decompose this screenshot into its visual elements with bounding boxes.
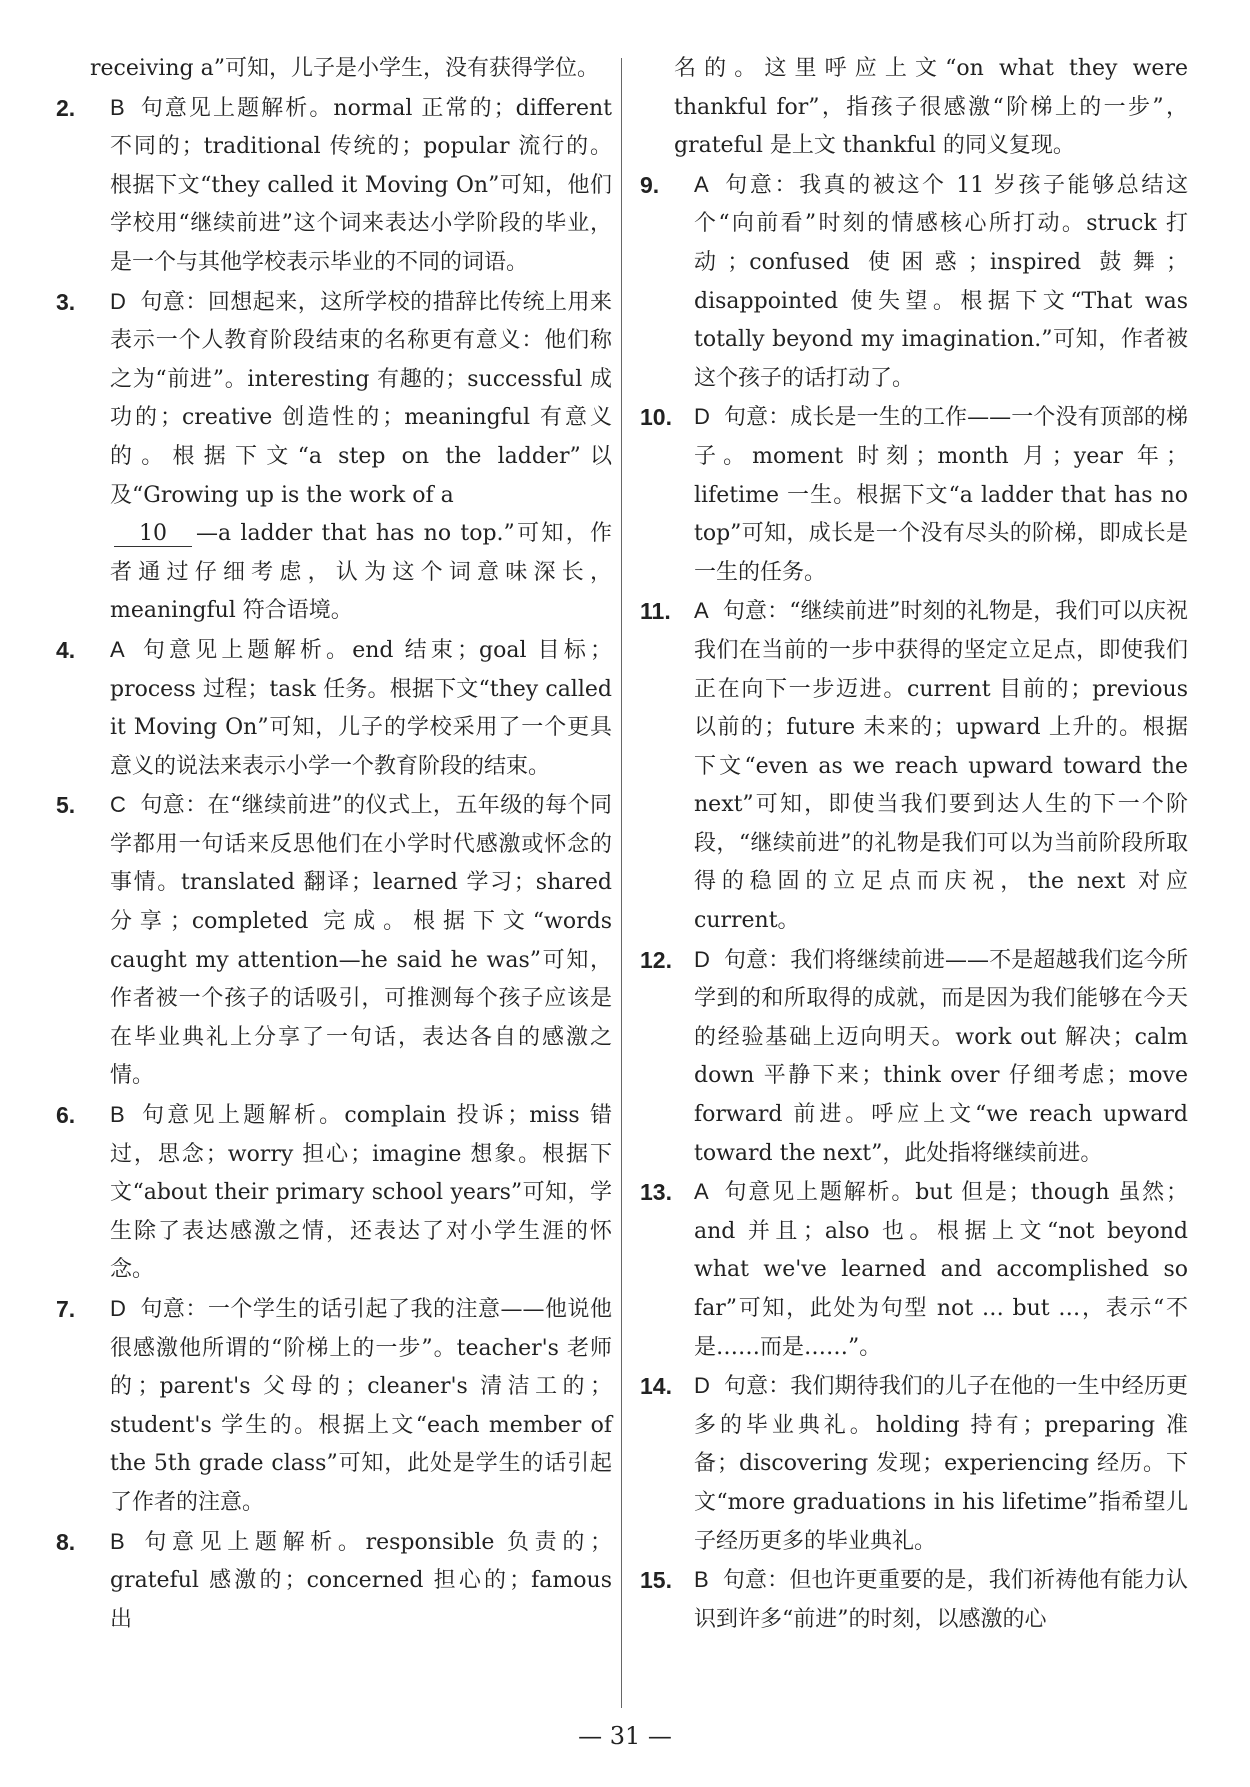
right-column xyxy=(640,50,1188,1639)
explanation: 句意见上题解析。responsible 负责的；grateful 感激的；concerned 担心的；famous 出 xyxy=(110,1529,612,1632)
item-number: 12. xyxy=(640,946,672,973)
answer-item-12 xyxy=(640,941,1188,1174)
explanation: 句意：我们将继续前进——不是超越我们迄今所学到的和所取得的成就，而是因为我们能够在今天的经验基础上迈向明天。work out 解决；calm down 平静下来；think over 仔细考虑；move forward 前进。呼应上文“we reach upward toward the next”，此处指将继续前进。 xyxy=(694,947,1188,1166)
answer-letter: B xyxy=(110,1102,125,1128)
item-number: 8. xyxy=(56,1528,76,1555)
explanation: 句意：在“继续前进”的仪式上，五年级的每个同学都用一句话来反思他们在小学时代感激或怀念的事情。translated 翻译；learned 学习；shared 分享；completed 完成。根据下文“words caught my attention—he said he was”可知，作者被一个孩子的话吸引，可推测每个孩子应该是在毕业典礼上分享了一句话，表达各自的感激之情。 xyxy=(110,793,612,1089)
answer-letter: D xyxy=(110,1296,126,1321)
answer-letter: D xyxy=(694,404,710,430)
item-number: 7. xyxy=(56,1296,76,1322)
answer-letter: B xyxy=(110,94,125,120)
answer-item-13 xyxy=(640,1173,1188,1367)
explanation: 句意：我们期待我们的儿子在他的一生中经历更多的毕业典礼。holding 持有；preparing 准备；discovering 发现；experiencing 经历。下文“more graduations in his lifetime”指希望儿子经历更多的毕业典礼。 xyxy=(694,1374,1188,1554)
item-number: 15. xyxy=(640,1567,672,1594)
explanation: 句意：但也许更重要的是，我们祈祷他有能力认识到许多“前进”的时刻，以感激的心 xyxy=(694,1568,1188,1632)
answer-item-7 xyxy=(56,1290,612,1523)
answer-item-6 xyxy=(56,1096,612,1290)
answer-letter: B xyxy=(694,1567,709,1593)
left-column xyxy=(56,50,612,1639)
item-number: 6. xyxy=(56,1102,76,1129)
answer-letter: B xyxy=(110,1528,125,1554)
answer-item-2 xyxy=(56,89,612,283)
continuation-text: 名的。这里呼应上文“on what they were thankful for”，指孩子很感激“阶梯上的一步”，grateful 是上文 thankful 的同义复现。 xyxy=(674,56,1188,159)
item-number: 10. xyxy=(640,404,672,431)
column-divider xyxy=(621,58,622,1708)
answer-item-14 xyxy=(640,1367,1188,1561)
fill-in-blank: 10 xyxy=(114,522,192,547)
answer-item-4 xyxy=(56,631,612,786)
item-number: 14. xyxy=(640,1373,672,1400)
answer-item-3 xyxy=(56,283,612,631)
answer-letter: A xyxy=(694,1179,709,1205)
answer-item-5 xyxy=(56,786,612,1096)
answer-letter: D xyxy=(694,946,710,972)
answer-item-11 xyxy=(640,592,1188,940)
explanation: 句意见上题解析。normal 正常的；different 不同的；traditional 传统的；popular 流行的。根据下文“they called it Moving On”可知，他们学校用“继续前进”这个词来表达小学阶段的毕业，是一个与其他学校表示毕业的不同的词语。 xyxy=(110,95,612,275)
explanation: 句意：一个学生的话引起了我的注意——他说他很感激他所谓的“阶梯上的一步”。teacher's 老师的；parent's 父母的；cleaner's 清洁工的；student's 学生的。根据上文“each member of the 5th grade class”可知，此处是学生的话引起了作者的注意。 xyxy=(110,1297,612,1515)
answer-item-8 xyxy=(56,1523,612,1640)
item-number: 13. xyxy=(640,1179,672,1206)
answer-letter: C xyxy=(110,792,126,818)
explanation: 句意见上题解析。complain 投诉；miss 错过，思念；worry 担心；imagine 想象。根据下文“about their primary school years”可知，学生除了表达感激之情，还表达了对小学生涯的怀念。 xyxy=(110,1103,612,1283)
continuation-text: receiving a”可知，儿子是小学生，没有获得学位。 xyxy=(90,56,599,81)
explanation: 句意：我真的被这个 11 岁孩子能够总结这个“向前看”时刻的情感核心所打动。struck 打动；confused 使困惑；inspired 鼓舞；disappointed 使失望。根据下文“That was totally beyond my imagination.”可知，作者被这个孩子的话打动了。 xyxy=(694,172,1188,391)
item-number: 11. xyxy=(640,598,671,625)
explanation: 句意：回想起来，这所学校的措辞比传统上用来表示一个人教育阶段结束的名称更有意义：他们称之为“前进”。interesting 有趣的；successful 成功的；creative 创造性的；meaningful 有意义的。根据下文“a step on the ladder”以及“Growing up is the work of a xyxy=(110,289,612,508)
explanation: 句意：成长是一生的工作——一个没有顶部的梯子。moment 时刻；month 月；year 年；lifetime 一生。根据下文“a ladder that has no top”可知，成长是一个没有尽头的阶梯，即成长是一生的任务。 xyxy=(694,405,1188,585)
answer-item-15 xyxy=(640,1561,1188,1639)
explanation: 句意见上题解析。end 结束；goal 目标；process 过程；task 任务。根据下文“they called it Moving On”可知，儿子的学校采用了一个更具意义的说法来表示小学一个教育阶段的结束。 xyxy=(110,637,612,779)
answer-letter: A xyxy=(110,636,125,662)
item-number: 2. xyxy=(56,94,76,121)
item-number: 5. xyxy=(56,792,76,819)
answer-letter: D xyxy=(694,1373,710,1399)
answer-item-10 xyxy=(640,398,1188,592)
answer-letter: A xyxy=(694,171,709,197)
page-number: — 31 — xyxy=(578,1722,672,1750)
answer-letter: A xyxy=(694,598,709,624)
explanation: 句意见上题解析。but 但是；though 虽然；and 并且；also 也。根据上文“not beyond what we've learned and accomplished so far”可知，此处为句型 not … but …，表示“不是……而是……”。 xyxy=(694,1180,1188,1360)
explanation: 句意：“继续前进”时刻的礼物是，我们可以庆祝我们在当前的一步中获得的坚定立足点，即使我们正在向下一步迈进。current 目前的；previous 以前的；future 未来的；upward 上升的。根据下文“even as we reach upward toward the next”可知，即使当我们要到达人生的下一个阶段，“继续前进”的礼物是我们可以为当前阶段所取得的稳固的立足点而庆祝，the next 对应 current。 xyxy=(694,599,1188,934)
item-number: 4. xyxy=(56,636,76,663)
answer-letter: D xyxy=(110,288,126,314)
explanation-continued: —a ladder that has no top.”可知，作者通过仔细考虑，认为这个词意味深长，meaningful 符合语境。 xyxy=(110,521,612,624)
answer-item-9 xyxy=(640,166,1188,399)
item-number: 9. xyxy=(640,171,660,198)
item-number: 3. xyxy=(56,288,76,315)
